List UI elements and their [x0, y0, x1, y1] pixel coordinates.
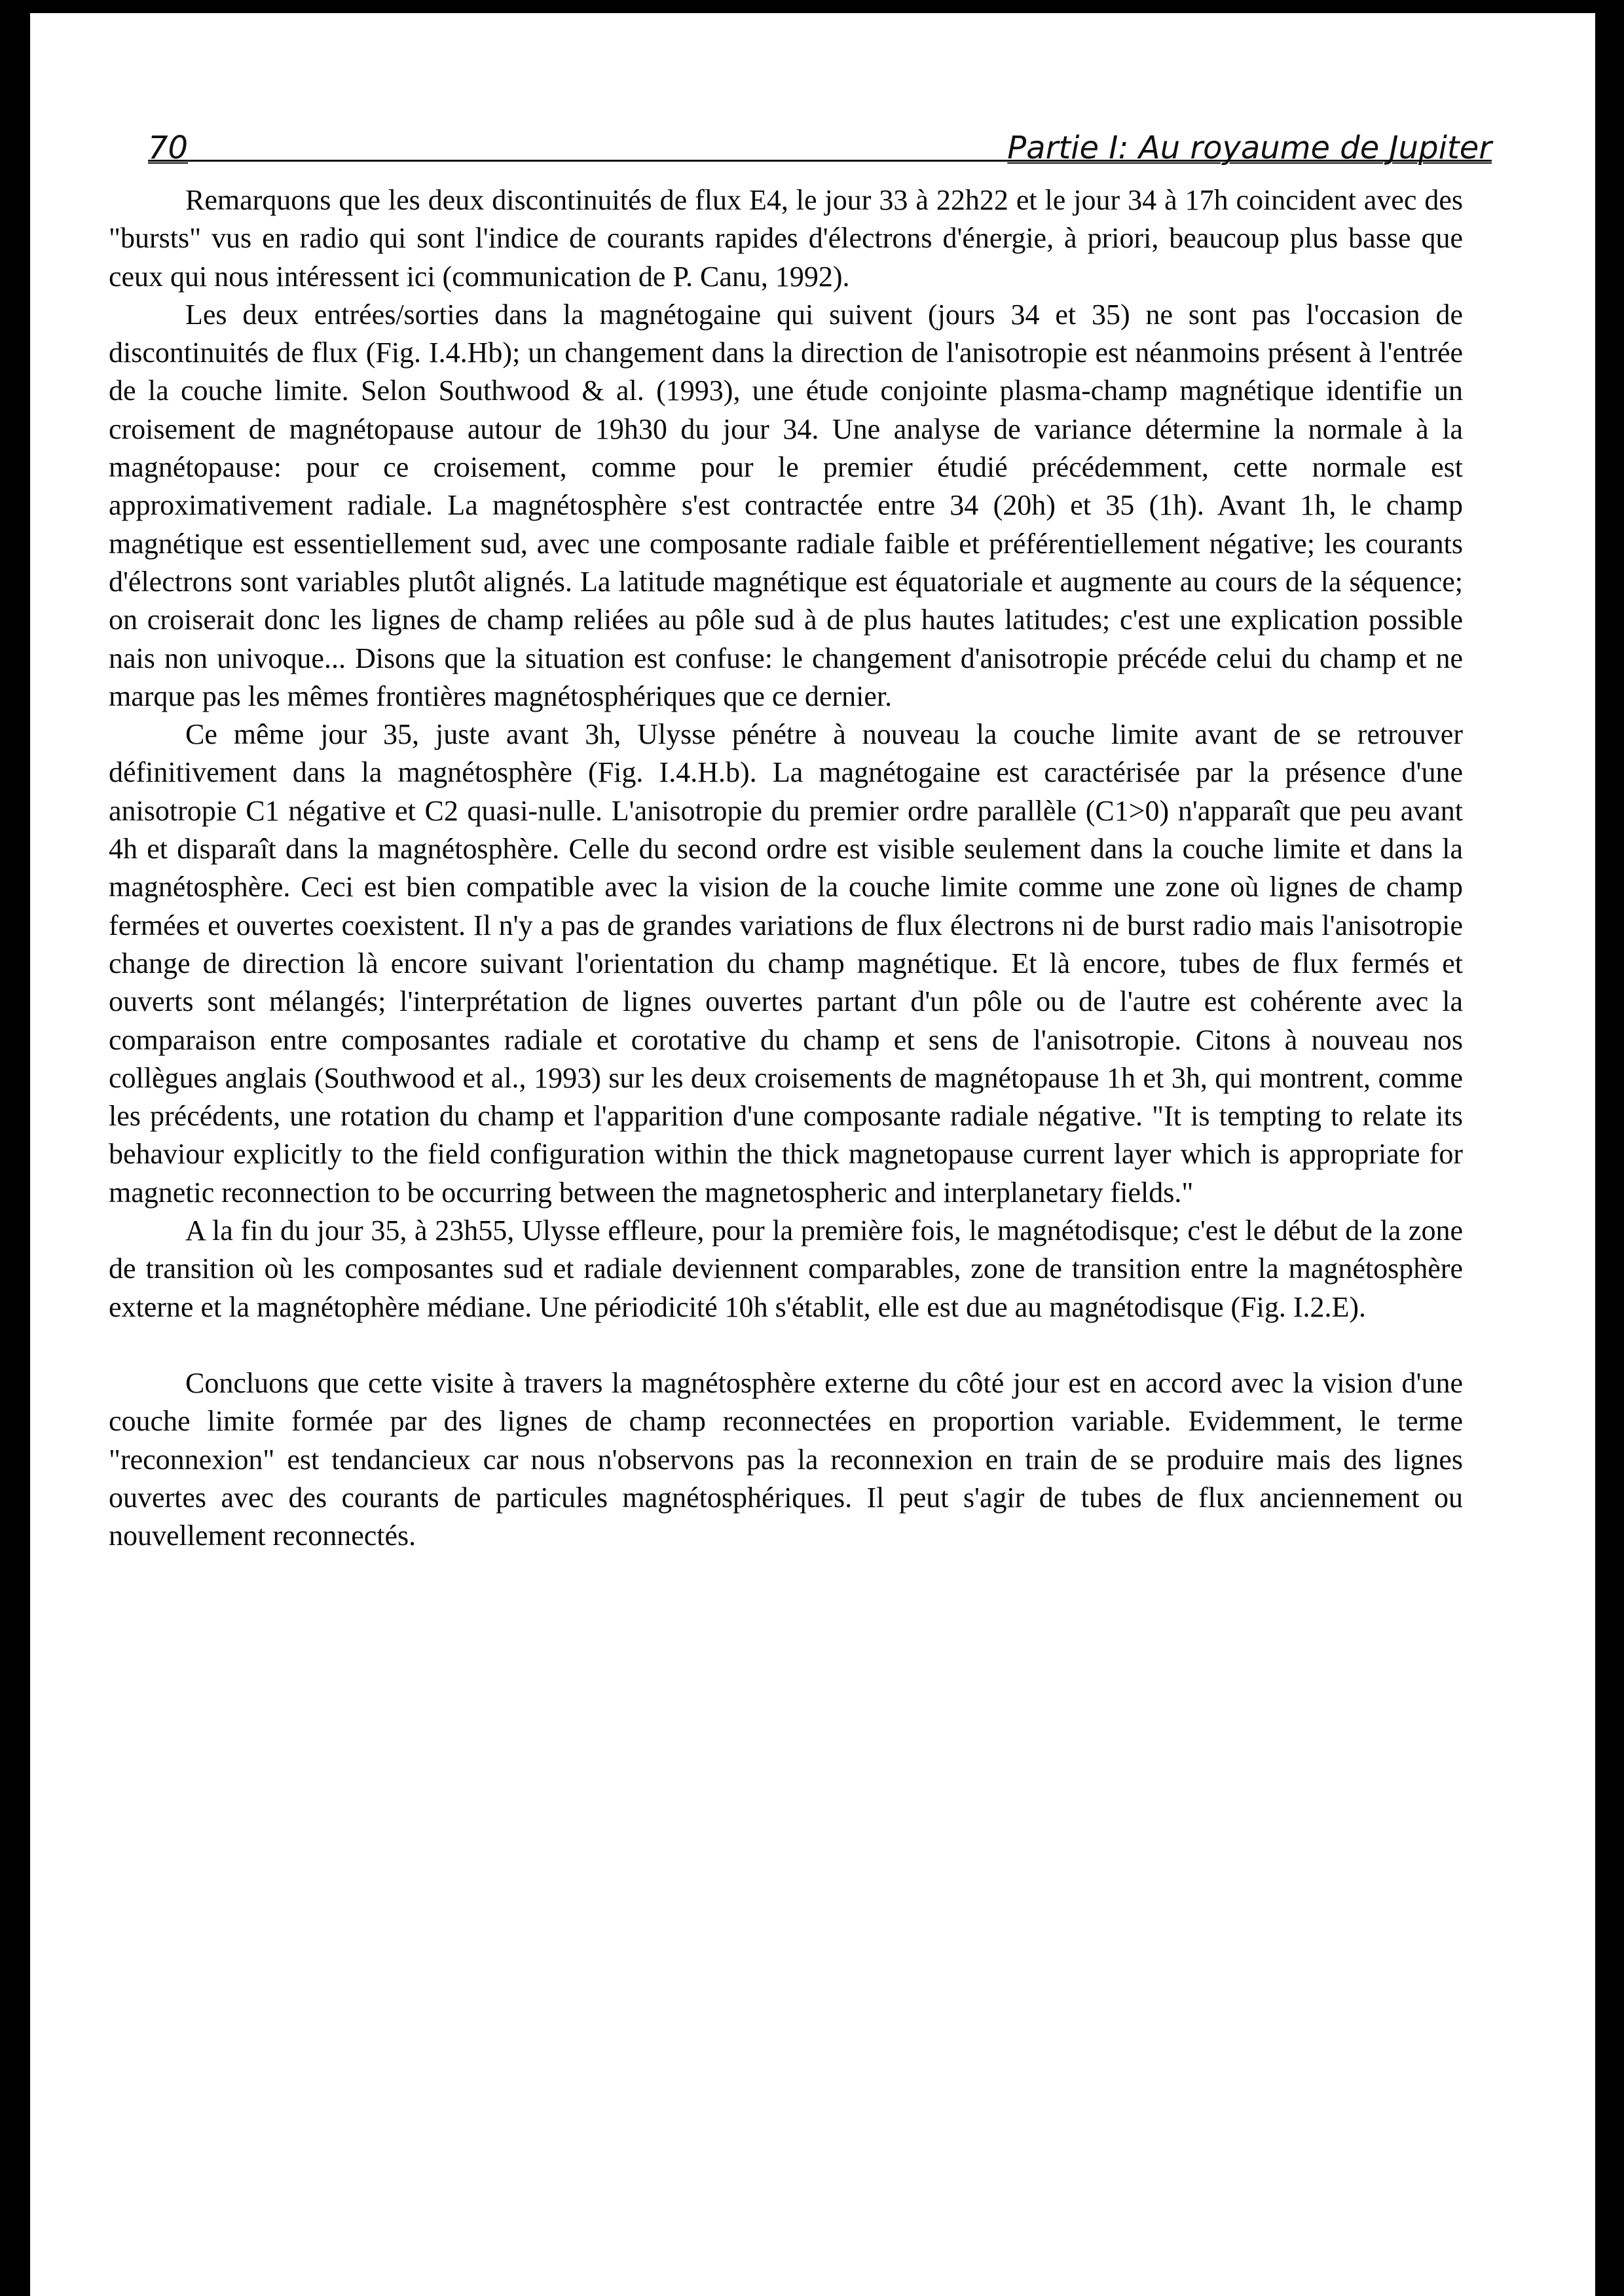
paragraph: A la fin du jour 35, à 23h55, Ulysse effleure, pour la première fois, le magnétodisque; c'est le début de la zone de transition où les composantes sud et radiale deviennent comparables, zone de transition entre la magnétosphère externe et la magnétophère médiane. Une périodicité 10h s'établit, elle est due au magnétodisque (Fig. I.2.E).: [109, 1214, 1463, 1323]
page-header: [148, 111, 1492, 166]
paragraph: Les deux entrées/sorties dans la magnétogaine qui suivent (jours 34 et 35) ne sont pas l'occasion de discontinuités de flux (Fig. I.4.Hb); un changement dans la direction de l'anisotropie est néanmoins présent à l'entrée de la couche limite. Selon Southwood & al. (1993), une étude conjointe plasma-champ magnétique identifie un croisement de magnétopause autour de 19h30 du jour 34. Une analyse de variance détermine la normale à la magnétopause: pour ce croisement, comme pour le premier étudié précédemment, cette normale est approximativement radiale. La magnétosphère s'est contractée entre 34 (20h) et 35 (1h). Avant 1h, le champ magnétique est essentiellement sud, avec une composante radiale faible et préférentiellement négative; les courants d'électrons sont variables plutôt alignés. La latitude magnétique est équatoriale et augmente au cours de la séquence; on croiserait donc les lignes de champ reliées au pôle sud à de plus hautes latitudes; c'est une explication possible nais non univoque... Disons que la situation est confuse: le changement d'anisotropie précéde celui du champ et ne marque pas les mêmes frontières magnétosphériques que ce dernier.: [109, 298, 1463, 712]
page-number: 70: [148, 130, 189, 166]
running-title: Partie I: Au royaume de Jupiter: [1007, 130, 1492, 166]
paragraph: Concluons que cette visite à travers la magnétosphère externe du côté jour est en accord avec la vision d'une couche limite formée par des lignes de champ reconnectées en proportion variable. Evidemment, le terme "reconnexion" est tendancieux car nous n'observons pas la reconnexion en train de se produire mais des lignes ouvertes avec des courants de particules magnétosphériques. Il peut s'agir de tubes de flux anciennement ou nouvellement reconnectés.: [109, 1366, 1463, 1552]
paragraph: Remarquons que les deux discontinuités de flux E4, le jour 33 à 22h22 et le jour 34 à 17h coincident avec des "bursts" vus en radio qui sont l'indice de courants rapides d'électrons d'énergie, à priori, beaucoup plus basse que ceux qui nous intéressent ici (communication de P. Canu, 1992).: [109, 184, 1463, 293]
body-text: [109, 181, 1463, 1555]
paragraph: Ce même jour 35, juste avant 3h, Ulysse pénétre à nouveau la couche limite avant de se retrouver définitivement dans la magnétosphère (Fig. I.4.H.b). La magnétogaine est caractérisée par la présence d'une anisotropie C1 négative et C2 quasi-nulle. L'anisotropie du premier ordre parallèle (C1>0) n'apparaît que peu avant 4h et disparaît dans la magnétosphère. Celle du second ordre est visible seulement dans la couche limite et dans la magnétosphère. Ceci est bien compatible avec la vision de la couche limite comme une zone où lignes de champ fermées et ouvertes coexistent. Il n'y a pas de grandes variations de flux électrons ni de burst radio mais l'anisotropie change de direction là encore suivant l'orientation du champ magnétique. Et là encore, tubes de flux fermés et ouverts sont mélangés; l'interprétation de lignes ouvertes partant d'un pôle ou de l'autre est cohérente avec la comparaison entre composantes radiale et corotative du champ et sens de l'anisotropie. Citons à nouveau nos collègues anglais (Southwood et al., 1993) sur les deux croisements de magnétopause 1h et 3h, qui montrent, comme les précédents, une rotation du champ et l'apparition d'une composante radiale négative. "It is tempting to relate its behaviour explicitly to the field configuration within the thick magnetopause current layer which is appropriate for magnetic reconnection to be occurring between the magnetospheric and interplanetary fields.": [109, 718, 1463, 1209]
